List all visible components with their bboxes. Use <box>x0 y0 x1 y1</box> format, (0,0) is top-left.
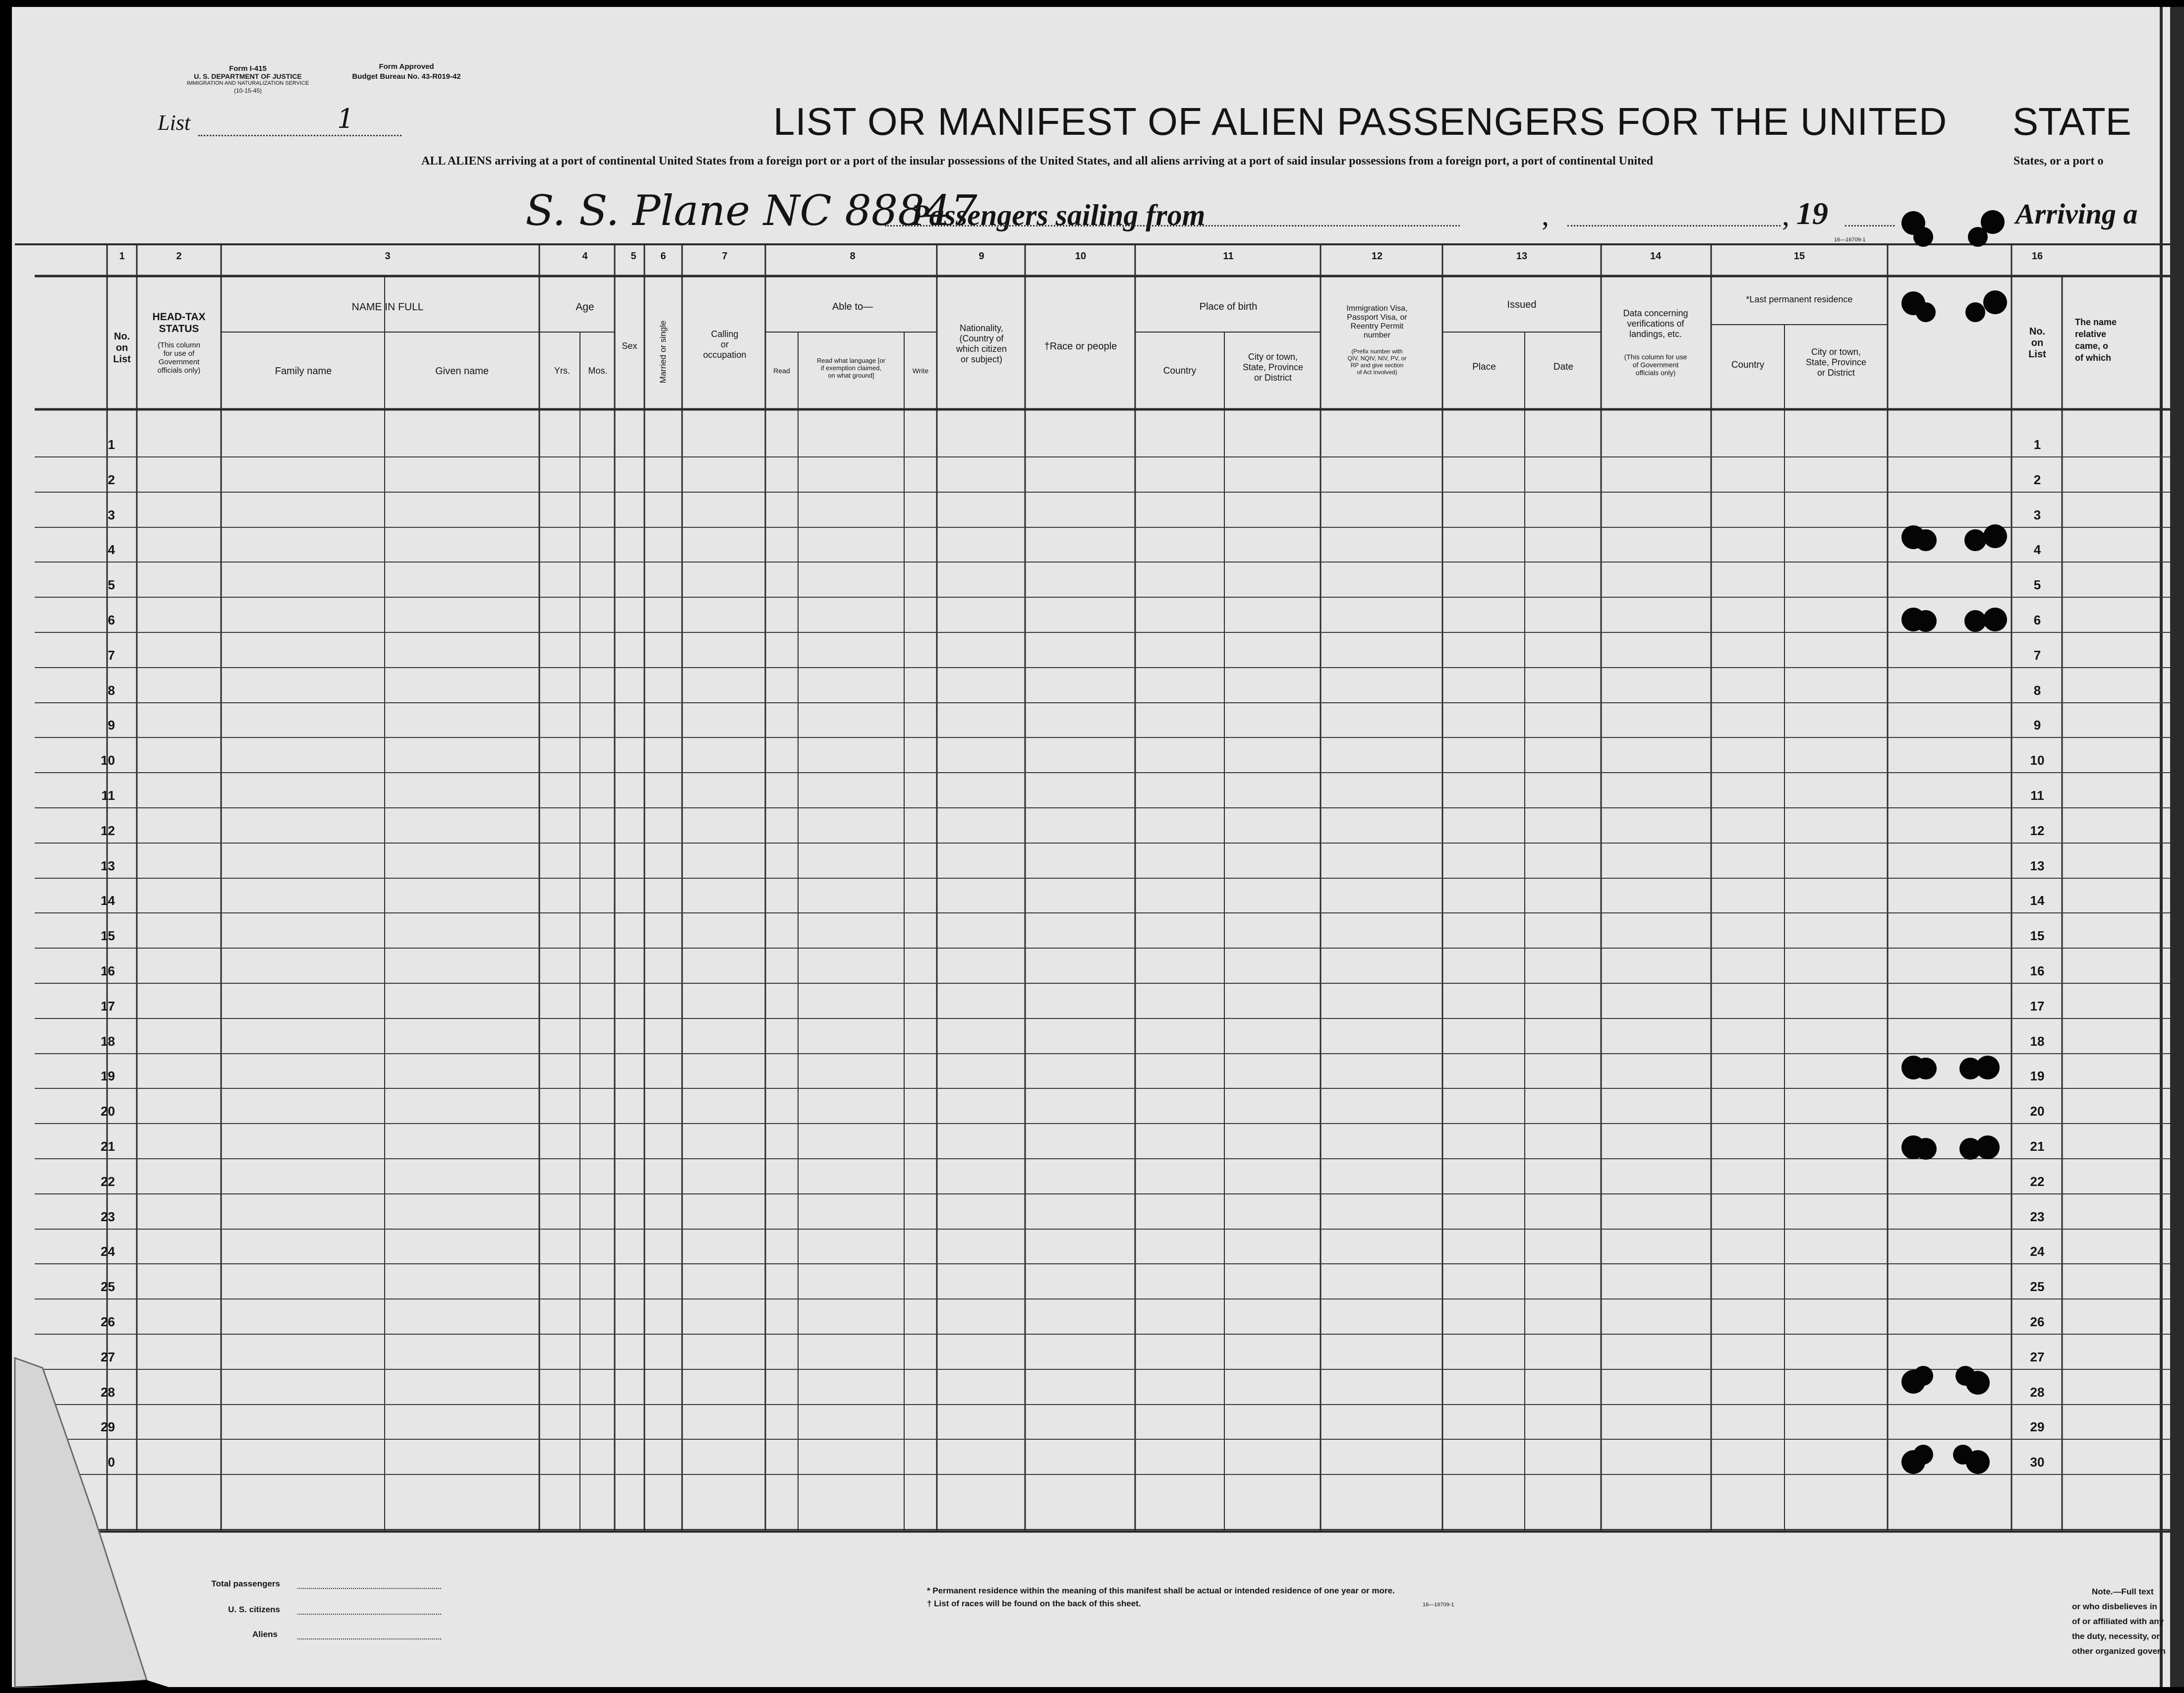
header-issued: Issued <box>1507 299 1537 310</box>
manifest-subtitle: ALL ALIENS arriving at a port of continental United States from a foreign port or a port of the insular possessions of the United States, and all aliens arriving at a port of said insular possessions from a foreign port, a port of continental United <box>421 155 1653 168</box>
row-number-left-23: 23 <box>101 1209 115 1224</box>
header-no-on-list-right: No. on List <box>2028 326 2046 360</box>
column-number-6: 6 <box>660 251 666 262</box>
row-number-right-26: 26 <box>2030 1314 2045 1329</box>
row-number-right-11: 11 <box>2030 788 2044 803</box>
note-fragment-3: of or affiliated with any <box>2072 1617 2164 1626</box>
header-family-name: Family name <box>275 366 332 377</box>
header-head-tax-note: (This column for use of Government officials only) <box>157 341 201 375</box>
column-number-2: 2 <box>176 251 182 262</box>
row-number-right-7: 7 <box>2033 648 2041 663</box>
row-number-left-12: 12 <box>101 823 115 838</box>
row-number-left-13: 13 <box>101 858 115 873</box>
header-head-tax-status: HEAD-TAX STATUS <box>152 311 206 335</box>
row-number-left-9: 9 <box>108 718 115 733</box>
column-number-15: 15 <box>1793 251 1805 262</box>
comma-separator-2: , <box>1782 199 1789 231</box>
row-number-left-6: 6 <box>108 613 115 627</box>
column-number-12: 12 <box>1371 251 1383 262</box>
row-number-right-28: 28 <box>2030 1385 2045 1400</box>
list-label: List <box>158 111 191 135</box>
header-birth-country: Country <box>1163 366 1197 376</box>
row-number-right-3: 3 <box>2033 508 2041 522</box>
header-name-in-full: NAME IN FULL <box>351 301 424 313</box>
row-number-left-17: 17 <box>101 999 115 1014</box>
row-number-left-25: 25 <box>101 1279 115 1294</box>
row-number-right-25: 25 <box>2030 1279 2045 1294</box>
vessel-name-handwritten: S. S. Plane NC 88847 <box>525 186 977 235</box>
header-read: Read <box>773 367 790 375</box>
row-number-left-20: 20 <box>101 1104 115 1119</box>
row-number-left-4: 4 <box>108 542 115 557</box>
column-number-9: 9 <box>978 251 984 262</box>
column-number-16: 16 <box>2031 251 2043 262</box>
row-number-left-27: 27 <box>101 1350 115 1364</box>
column-number-1: 1 <box>119 251 125 262</box>
row-number-right-9: 9 <box>2033 718 2041 733</box>
row-number-left-1: 1 <box>108 437 115 452</box>
row-number-left-2: 2 <box>108 472 115 487</box>
row-number-left-11: 11 <box>101 788 115 803</box>
header-right-fragment-1: The name <box>2075 317 2117 327</box>
print-code-top: 16—16709-1 <box>1834 237 1866 243</box>
header-data-concerning: Data concerning verifications of landings, etc. <box>1623 308 1688 339</box>
row-number-left-28: 28 <box>101 1385 115 1400</box>
header-given-name: Given name <box>435 366 489 377</box>
budget-bureau-number: Budget Bureau No. 43-R019-42 <box>352 72 461 81</box>
header-issued-date: Date <box>1553 362 1574 372</box>
row-number-right-19: 19 <box>2030 1069 2045 1083</box>
header-data-note: (This column for use of Government officials only) <box>1624 353 1687 377</box>
row-number-right-13: 13 <box>2030 858 2045 873</box>
print-code-bottom: 16—16709-1 <box>1423 1602 1454 1608</box>
vessel-blank-line-1 <box>885 225 1460 226</box>
year-prefix: 19 <box>1796 196 1828 231</box>
row-number-right-14: 14 <box>2030 893 2045 908</box>
form-number: Form I-415 <box>229 64 267 73</box>
row-number-left-18: 18 <box>101 1034 115 1049</box>
footnote-permanent-residence: * Permanent residence within the meaning of this manifest shall be actual or intended residence of one year or more. <box>927 1586 1395 1595</box>
row-number-left-26: 26 <box>101 1314 115 1329</box>
header-right-fragment-4: of which <box>2075 353 2111 363</box>
row-number-left-22: 22 <box>101 1174 115 1189</box>
vessel-blank-line-3 <box>1845 225 1895 226</box>
row-number-left-14: 14 <box>101 893 115 908</box>
row-number-left-7: 7 <box>108 648 115 663</box>
row-number-right-20: 20 <box>2030 1104 2045 1119</box>
header-years: Yrs. <box>554 366 571 376</box>
comma-separator-1: , <box>1542 199 1549 231</box>
row-number-right-24: 24 <box>2030 1244 2045 1259</box>
header-married-or-single: Married or single <box>658 320 668 384</box>
arriving-label: Arriving a <box>2015 198 2138 230</box>
column-number-11: 11 <box>1223 251 1234 262</box>
row-number-right-2: 2 <box>2033 472 2041 487</box>
row-number-left-3: 3 <box>108 508 115 522</box>
header-issued-place: Place <box>1472 362 1496 372</box>
row-number-right-18: 18 <box>2030 1034 2045 1049</box>
row-number-right-29: 29 <box>2030 1419 2045 1434</box>
header-residence-country: Country <box>1731 360 1765 370</box>
column-number-3: 3 <box>385 251 391 262</box>
totals-blank-line-2 <box>297 1614 441 1615</box>
service-name: IMMIGRATION AND NATURALIZATION SERVICE <box>186 80 309 86</box>
totals-us-citizens-label: U. S. citizens <box>228 1605 280 1614</box>
row-number-right-10: 10 <box>2030 753 2045 768</box>
header-sex: Sex <box>622 341 637 351</box>
totals-total-passengers-label: Total passengers <box>211 1579 280 1588</box>
header-visa-note: (Prefix number with QIV, NQIV, NIV, PV, or RP and give section of Act involved) <box>1347 348 1407 376</box>
row-number-left-19: 19 <box>101 1069 115 1083</box>
row-number-right-30: 30 <box>2030 1455 2045 1469</box>
header-place-of-birth: Place of birth <box>1199 301 1258 312</box>
header-nationality: Nationality, (Country of which citizen or subject) <box>956 323 1007 364</box>
header-read-language: Read what language [or if exemption claimed, on what ground] <box>816 357 886 379</box>
list-number-line <box>198 135 402 136</box>
vessel-blank-line-2 <box>1567 225 1781 226</box>
header-age: Age <box>575 301 594 313</box>
column-number-14: 14 <box>1650 251 1662 262</box>
header-birth-city-town: City or town, State, Province or District <box>1242 352 1304 383</box>
row-number-right-6: 6 <box>2033 613 2041 627</box>
row-number-left-21: 21 <box>101 1139 115 1154</box>
header-residence-city-town: City or town, State, Province or District <box>1805 347 1867 378</box>
form-date-code: (10-15-45) <box>233 87 262 94</box>
list-number: 1 <box>337 103 354 134</box>
note-fragment-1: Note.—Full text <box>2092 1587 2154 1596</box>
header-calling-occupation: Calling or occupation <box>703 329 747 360</box>
row-number-right-12: 12 <box>2030 823 2045 838</box>
row-number-right-22: 22 <box>2030 1174 2045 1189</box>
row-number-right-1: 1 <box>2033 437 2041 452</box>
column-number-4: 4 <box>582 251 588 262</box>
row-number-right-5: 5 <box>2033 577 2041 592</box>
row-number-left-10: 10 <box>101 753 115 768</box>
totals-blank-line-1 <box>297 1588 441 1589</box>
header-no-on-list: No. on List <box>113 331 131 365</box>
manifest-title: LIST OR MANIFEST OF ALIEN PASSENGERS FOR THE UNITED <box>773 100 1948 143</box>
column-number-10: 10 <box>1075 251 1087 262</box>
header-last-permanent-residence: *Last permanent residence <box>1746 294 1853 304</box>
department-name: U. S. DEPARTMENT OF JUSTICE <box>194 72 302 80</box>
note-fragment-4: the duty, necessity, or <box>2072 1632 2160 1641</box>
header-write: Write <box>912 367 929 375</box>
row-number-left-8: 8 <box>108 683 115 698</box>
manifest-subtitle-continued: States, or a port o <box>2013 155 2104 168</box>
row-number-right-23: 23 <box>2030 1209 2045 1224</box>
header-race-or-people: †Race or people <box>1044 341 1117 352</box>
row-number-right-15: 15 <box>2030 928 2045 943</box>
row-number-left-16: 16 <box>101 963 115 978</box>
column-number-7: 7 <box>722 251 728 262</box>
header-visa-number: Immigration Visa, Passport Visa, or Reentry Permit number <box>1346 304 1408 339</box>
row-number-right-27: 27 <box>2030 1350 2045 1364</box>
row-number-left-24: 24 <box>101 1244 115 1259</box>
row-number-left-29: 29 <box>101 1419 115 1434</box>
column-number-5: 5 <box>631 251 636 262</box>
row-number-right-16: 16 <box>2030 963 2045 978</box>
header-months: Mos. <box>588 366 608 376</box>
header-right-fragment-2: relative <box>2075 329 2107 339</box>
column-number-13: 13 <box>1516 251 1528 262</box>
form-approval: Form Approved <box>379 62 434 71</box>
row-number-right-17: 17 <box>2030 999 2045 1014</box>
sailing-from-label: Passengers sailing from <box>911 199 1206 231</box>
header-right-fragment-3: came, o <box>2075 341 2109 351</box>
note-fragment-5: other organized govern <box>2072 1646 2166 1656</box>
row-number-right-4: 4 <box>2033 542 2041 557</box>
footnote-list-of-races: † List of races will be found on the back of this sheet. <box>927 1599 1141 1608</box>
header-able-to: Able to— <box>832 301 873 312</box>
note-fragment-2: or who disbelieves in <box>2072 1602 2157 1611</box>
totals-blank-line-3 <box>297 1638 441 1639</box>
column-number-8: 8 <box>850 251 856 262</box>
row-number-left-5: 5 <box>108 577 115 592</box>
totals-aliens-label: Aliens <box>252 1630 278 1639</box>
row-number-left-30: 0 <box>108 1455 115 1469</box>
row-number-right-8: 8 <box>2033 683 2041 698</box>
row-number-right-21: 21 <box>2030 1139 2045 1154</box>
row-number-left-15: 15 <box>101 928 115 943</box>
manifest-title-continued: STATE <box>2012 100 2131 143</box>
